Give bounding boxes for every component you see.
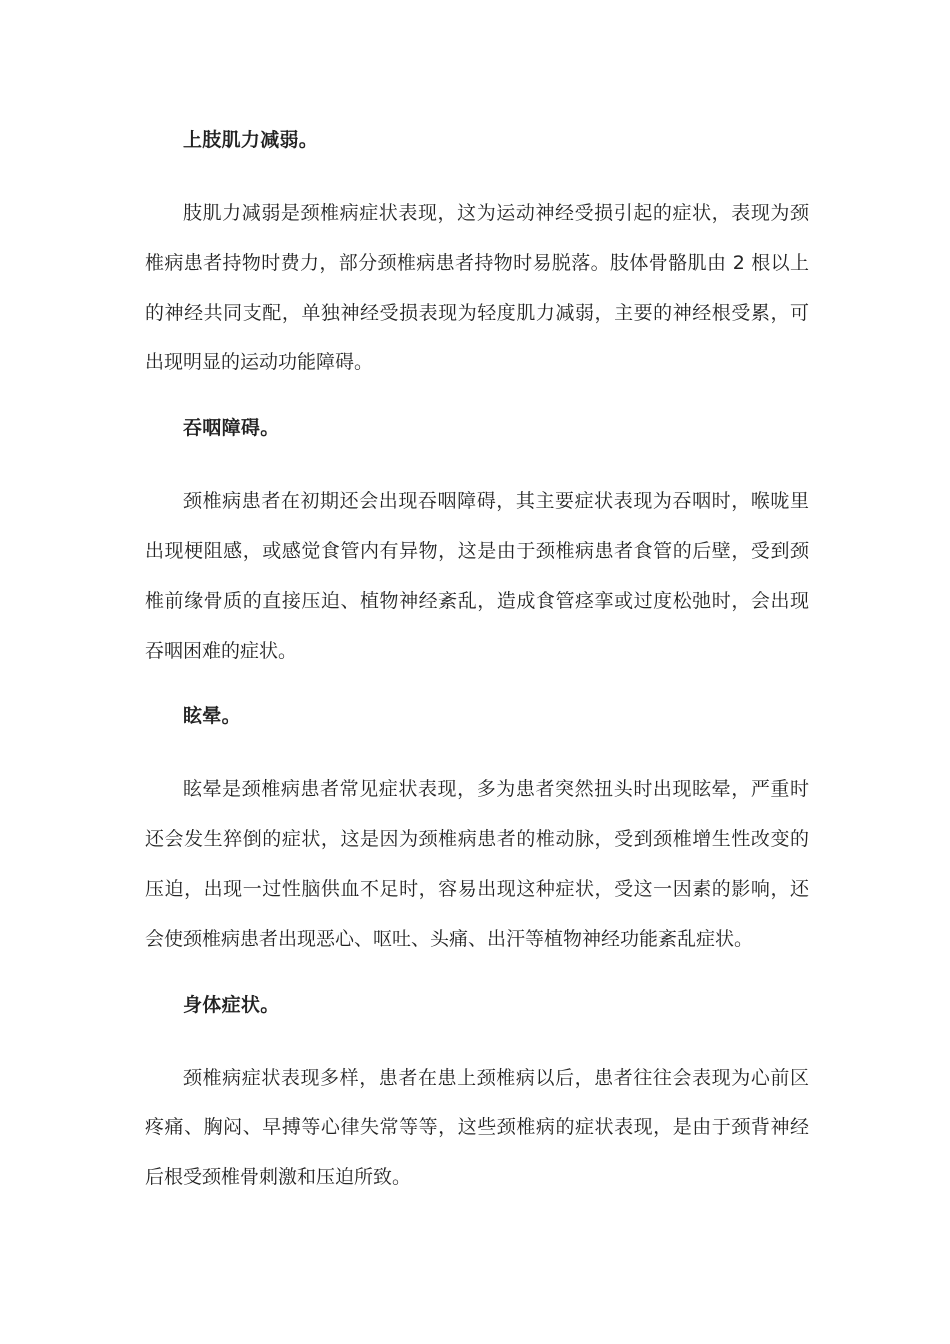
section-heading: 吞咽障碍。 <box>183 417 280 440</box>
section-swallowing-disorder <box>145 408 809 676</box>
section-paragraph: 颈椎病症状表现多样，患者在患上颈椎病以后，患者往往会表现为心前区疼痛、胸闷、早搏等心律失常等等，这些颈椎病的症状表现，是由于颈背神经后根受颈椎骨刺激和压迫所致。 <box>145 1066 809 1189</box>
section-heading: 上肢肌力减弱。 <box>183 129 319 151</box>
section-heading: 身体症状。 <box>183 993 280 1016</box>
section-paragraph: 眩晕是颈椎病患者常见症状表现，多为患者突然扭头时出现眩晕，严重时还会发生猝倒的症状，这是因为颈椎病患者的椎动脉，受到颈椎增生性改变的压迫，出现一过性脑供血不足时，容易出现这种症状，受这一因素的影响，还会使颈椎病患者出现恶心、呕吐、头痛、出汗等植物神经功能紊乱症状。 <box>145 778 809 950</box>
section-paragraph: 肢肌力减弱是颈椎病症状表现，这为运动神经受损引起的症状，表现为颈椎病患者持物时费力，部分颈椎病患者持物时易脱落。肢体骨骼肌由 2 根以上的神经共同支配，单独神经受损表现为轻度肌力减弱，主要的神经根受累，可出现明显的运动功能障碍。 <box>145 202 809 374</box>
document-page <box>145 120 809 1223</box>
section-paragraph: 颈椎病患者在初期还会出现吞咽障碍，其主要症状表现为吞咽时，喉咙里出现梗阻感，或感觉食管内有异物，这是由于颈椎病患者食管的后壁，受到颈椎前缘骨质的直接压迫、植物神经紊乱，造成食管痉挛或过度松弛时，会出现吞咽困难的症状。 <box>145 490 809 662</box>
section-upper-limb-weakness <box>145 120 809 388</box>
section-dizziness <box>145 696 809 964</box>
section-body-symptoms <box>145 985 809 1203</box>
section-heading: 眩晕。 <box>183 705 241 728</box>
